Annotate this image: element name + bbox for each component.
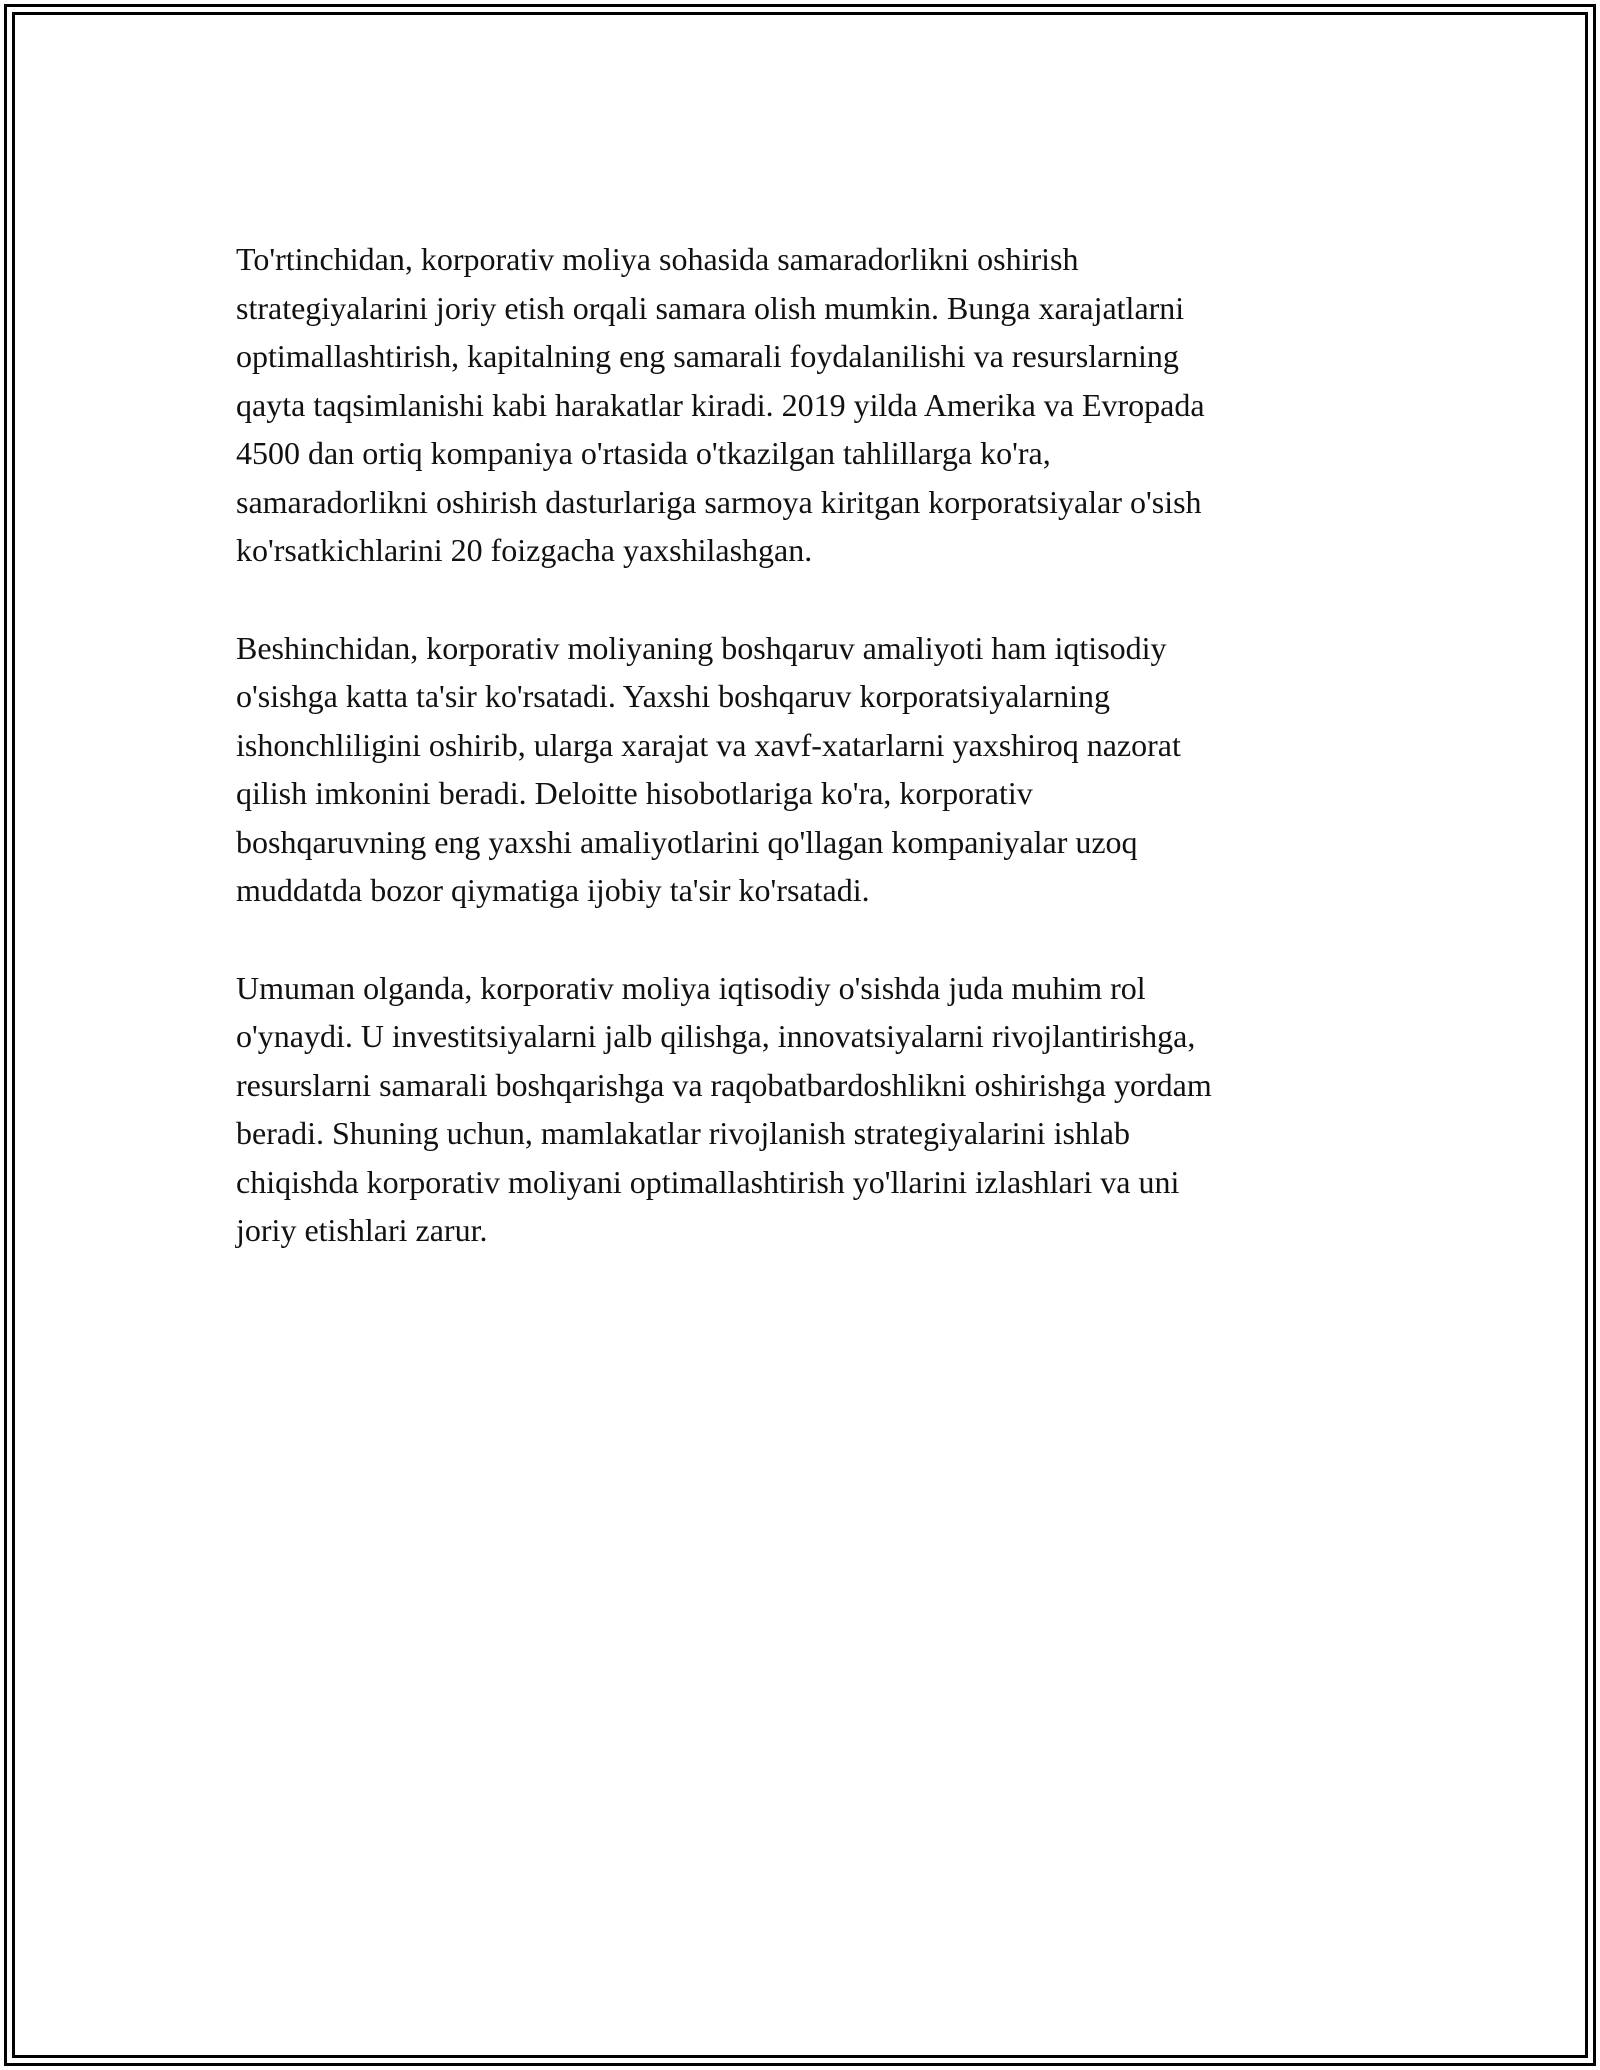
paragraph-fourth-point: To'rtinchidan, korporativ moliya sohasida samaradorlikni oshirish strategiyalarini joriy etish orqali samara olish mumkin. Bunga xarajatlarni optimallashtirish, kapitalning eng samarali foydalanilishi va resurslarning qayta taqsimlanishi kabi harakatlar kiradi. 2019 yilda Amerika va Evropada 4500 dan ortiq kompaniya o'rtasida o'tkazilgan tahlillarga ko'ra, samaradorlikni oshirish dasturlariga sarmoya kiritgan korporatsiyalar o'sish ko'rsatkichlarini 20 foizgacha yaxshilashgan. — [236, 241, 1205, 568]
paragraph-conclusion: Umuman olganda, korporativ moliya iqtisodiy o'sishda juda muhim rol o'ynaydi. U investitsiyalarni jalb qilishga, innovatsiyalarni rivojlantirishga, resurslarni samarali boshqarishga va raqobatbardoshlikni oshirishga yordam beradi. Shuning uchun, mamlakatlar rivojlanish strategiyalarini ishlab chiqishda korporativ moliyani optimallashtirish yo'llarini izlashlari va uni joriy etishlari zarur. — [236, 969, 1212, 1248]
document-body — [236, 235, 1366, 1304]
paragraph-fifth-point: Beshinchidan, korporativ moliyaning boshqaruv amaliyoti ham iqtisodiy o'sishga katta ta'sir ko'rsatadi. Yaxshi boshqaruv korporatsiyalarning ishonchliligini oshirib, ularga xarajat va xavf-xatarlarni yaxshiroq nazorat qilish imkonini beradi. Deloitte hisobotlariga ko'ra, korporativ boshqaruvning eng yaxshi amaliyotlarini qo'llagan kompaniyalar uzoq muddatda bozor qiymatiga ijobiy ta'sir ko'rsatadi. — [236, 629, 1181, 908]
